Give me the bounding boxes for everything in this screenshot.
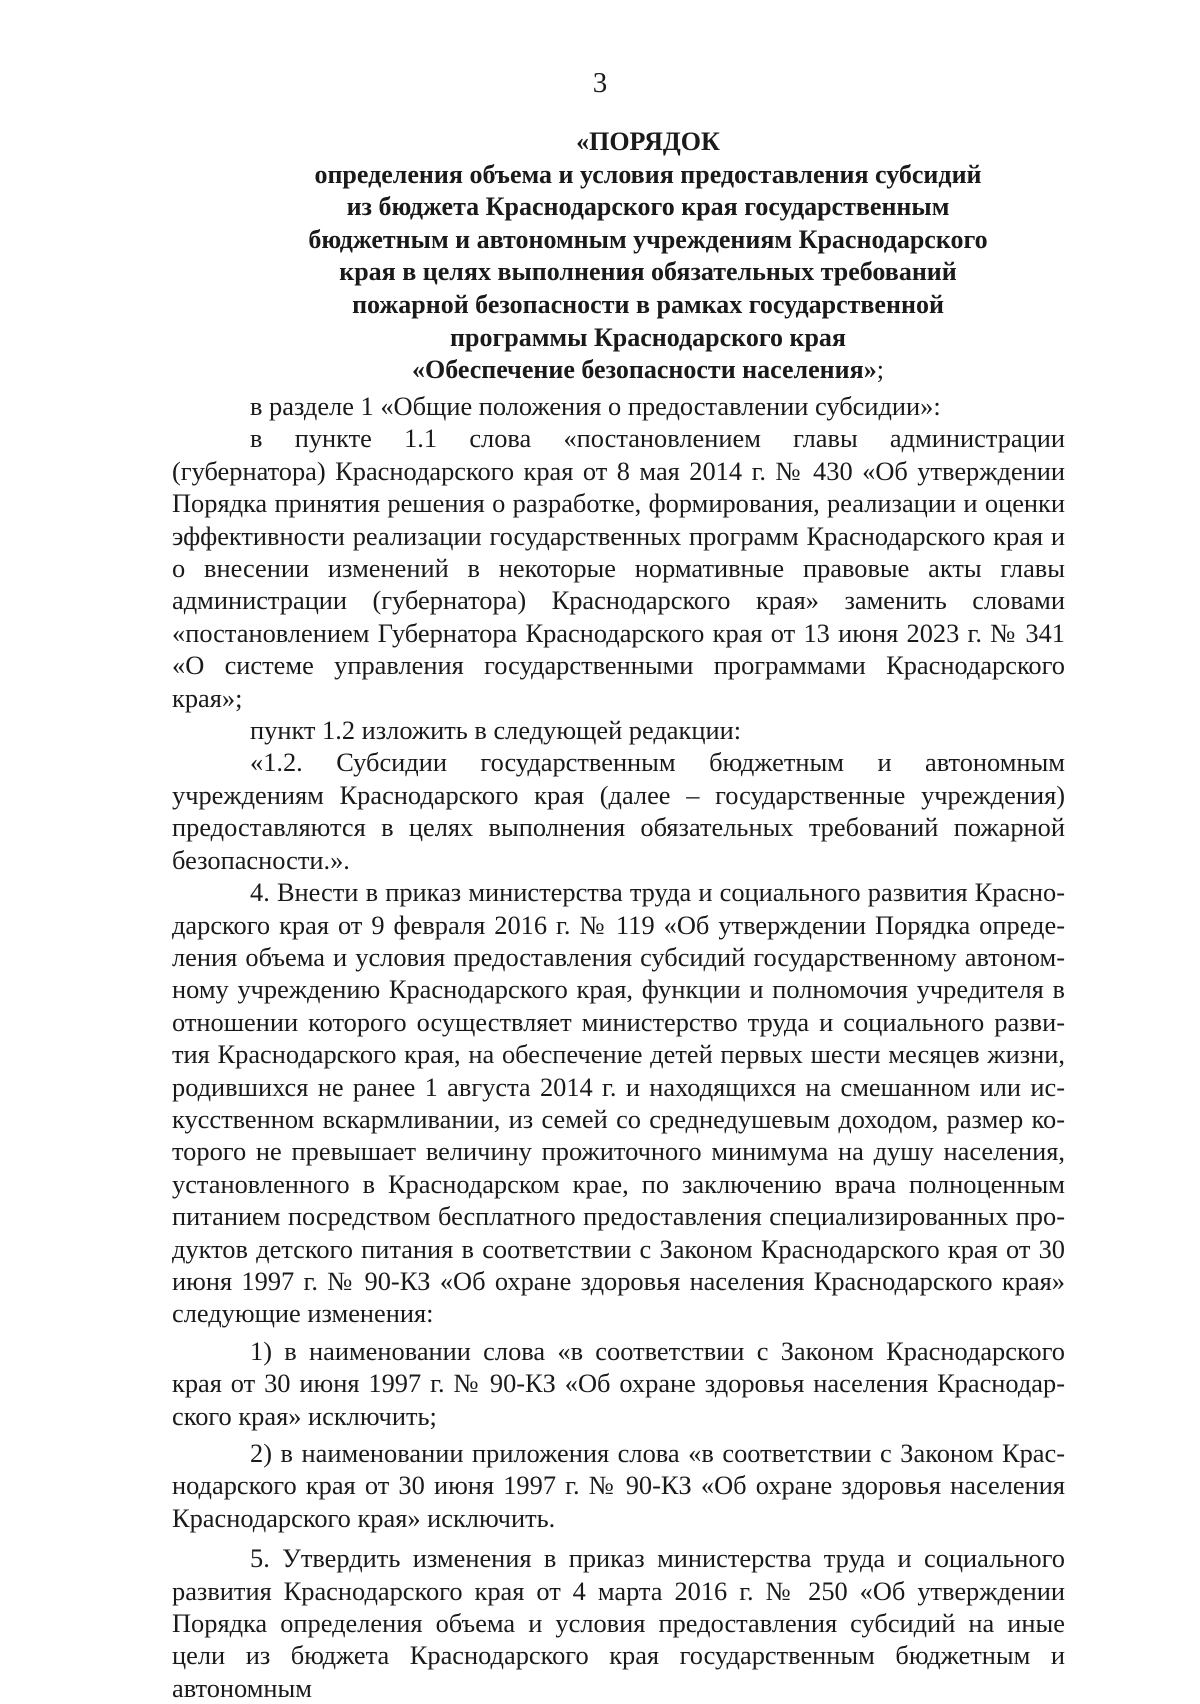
heading-line: бюджетным и автономным учреждениям Краснодарского (308, 224, 988, 254)
paragraph: 2) в наименовании приложения слова «в соответствии с Законом Краснодарского края от 30 июня 1997 г. № 90-КЗ «Об охране здоровья населения Краснодарского края» исключить. (172, 1438, 1065, 1533)
heading-line: пожарной безопасности в рамках государственной (352, 289, 944, 319)
document-body (172, 390, 1065, 1704)
paragraph: в пункте 1.1 слова «постановлением главы администрации (губернатора) Краснодарского края от 8 мая 2014 г. № 430 «Об утверждении Порядка принятия решения о разработке, формирования, реализации и оценки эффективности реализации государственных программ Краснодарского края и о внесении изменений в некоторые нормативные правовые акты главы администрации (губернатора) Краснодарского края» заменить словами «постановлением Губернатора Краснодарского края от 13 июня 2023 г. № 341 «О системе управления государственными программами Краснодарского края»; (172, 423, 1065, 713)
paragraph: пункт 1.2 изложить в следующей редакции: (250, 715, 742, 746)
heading-line-last (268, 354, 1028, 387)
page-number: 3 (592, 67, 608, 99)
document-heading (268, 126, 1028, 387)
heading-line: из бюджета Краснодарского края государственным (346, 192, 950, 222)
heading-line: определения объема и условия предоставления субсидий (314, 159, 982, 189)
heading-line-text: «Обеспечение безопасности населения» (412, 355, 877, 385)
paragraph: «1.2. Субсидии государственным бюджетным и автономным учреждениям Краснодарского края (далее – государственные учреждения) предоставляются в целях выполнения обязательных требований пожарной безопасности.». (172, 747, 1065, 875)
heading-line: края в целях выполнения обязательных требований (339, 257, 957, 287)
paragraph: 1) в наименовании слова «в соответствии с Законом Краснодарского края от 30 июня 1997 г. № 90-КЗ «Об охране здоровья населения Краснодарского края» исключить; (172, 1335, 1065, 1431)
paragraph: 4. Внести в приказ министерства труда и социального развития Краснодарского края от 9 февраля 2016 г. № 119 «Об утверждении Порядка определения объема и условия предоставления субсидий государственному автономному учреждению Краснодарского края, функции и полномочия учредителя в отношении которого осуществляет министерство труда и социального развития Краснодарского края, на обеспечение детей первых шести месяцев жизни, родившихся не ранее 1 августа 2014 г. и находящихся на смешанном или искусственном вскармливании, из семей со среднедушевым доходом, размер которого не превышает величину прожиточного минимума на душу населения, установленного в Краснодарском крае, по заключению врача полноценным питанием посредством бесплатного предоставления специализированных продуктов детского питания в соответствии с Законом Краснодарского края от 30 июня 1997 г. № 90-КЗ «Об охране здоровья населения Краснодарского края» следующие изменения: (172, 877, 1065, 1329)
heading-line: программы Краснодарского края (450, 322, 846, 352)
heading-suffix: ; (876, 355, 884, 385)
paragraph: 5. Утвердить изменения в приказ министерства труда и социального развития Краснодарского края от 4 марта 2016 г. № 250 «Об утверждении Порядка определения объема и условия предоставления субсидий на иные цели из бюджета Краснодарского края государственным бюджетным и автономным (172, 1543, 1065, 1703)
heading-line: «ПОРЯДОК (576, 127, 720, 156)
paragraph: в разделе 1 «Общие положения о предоставлении субсидии»: (250, 391, 941, 421)
